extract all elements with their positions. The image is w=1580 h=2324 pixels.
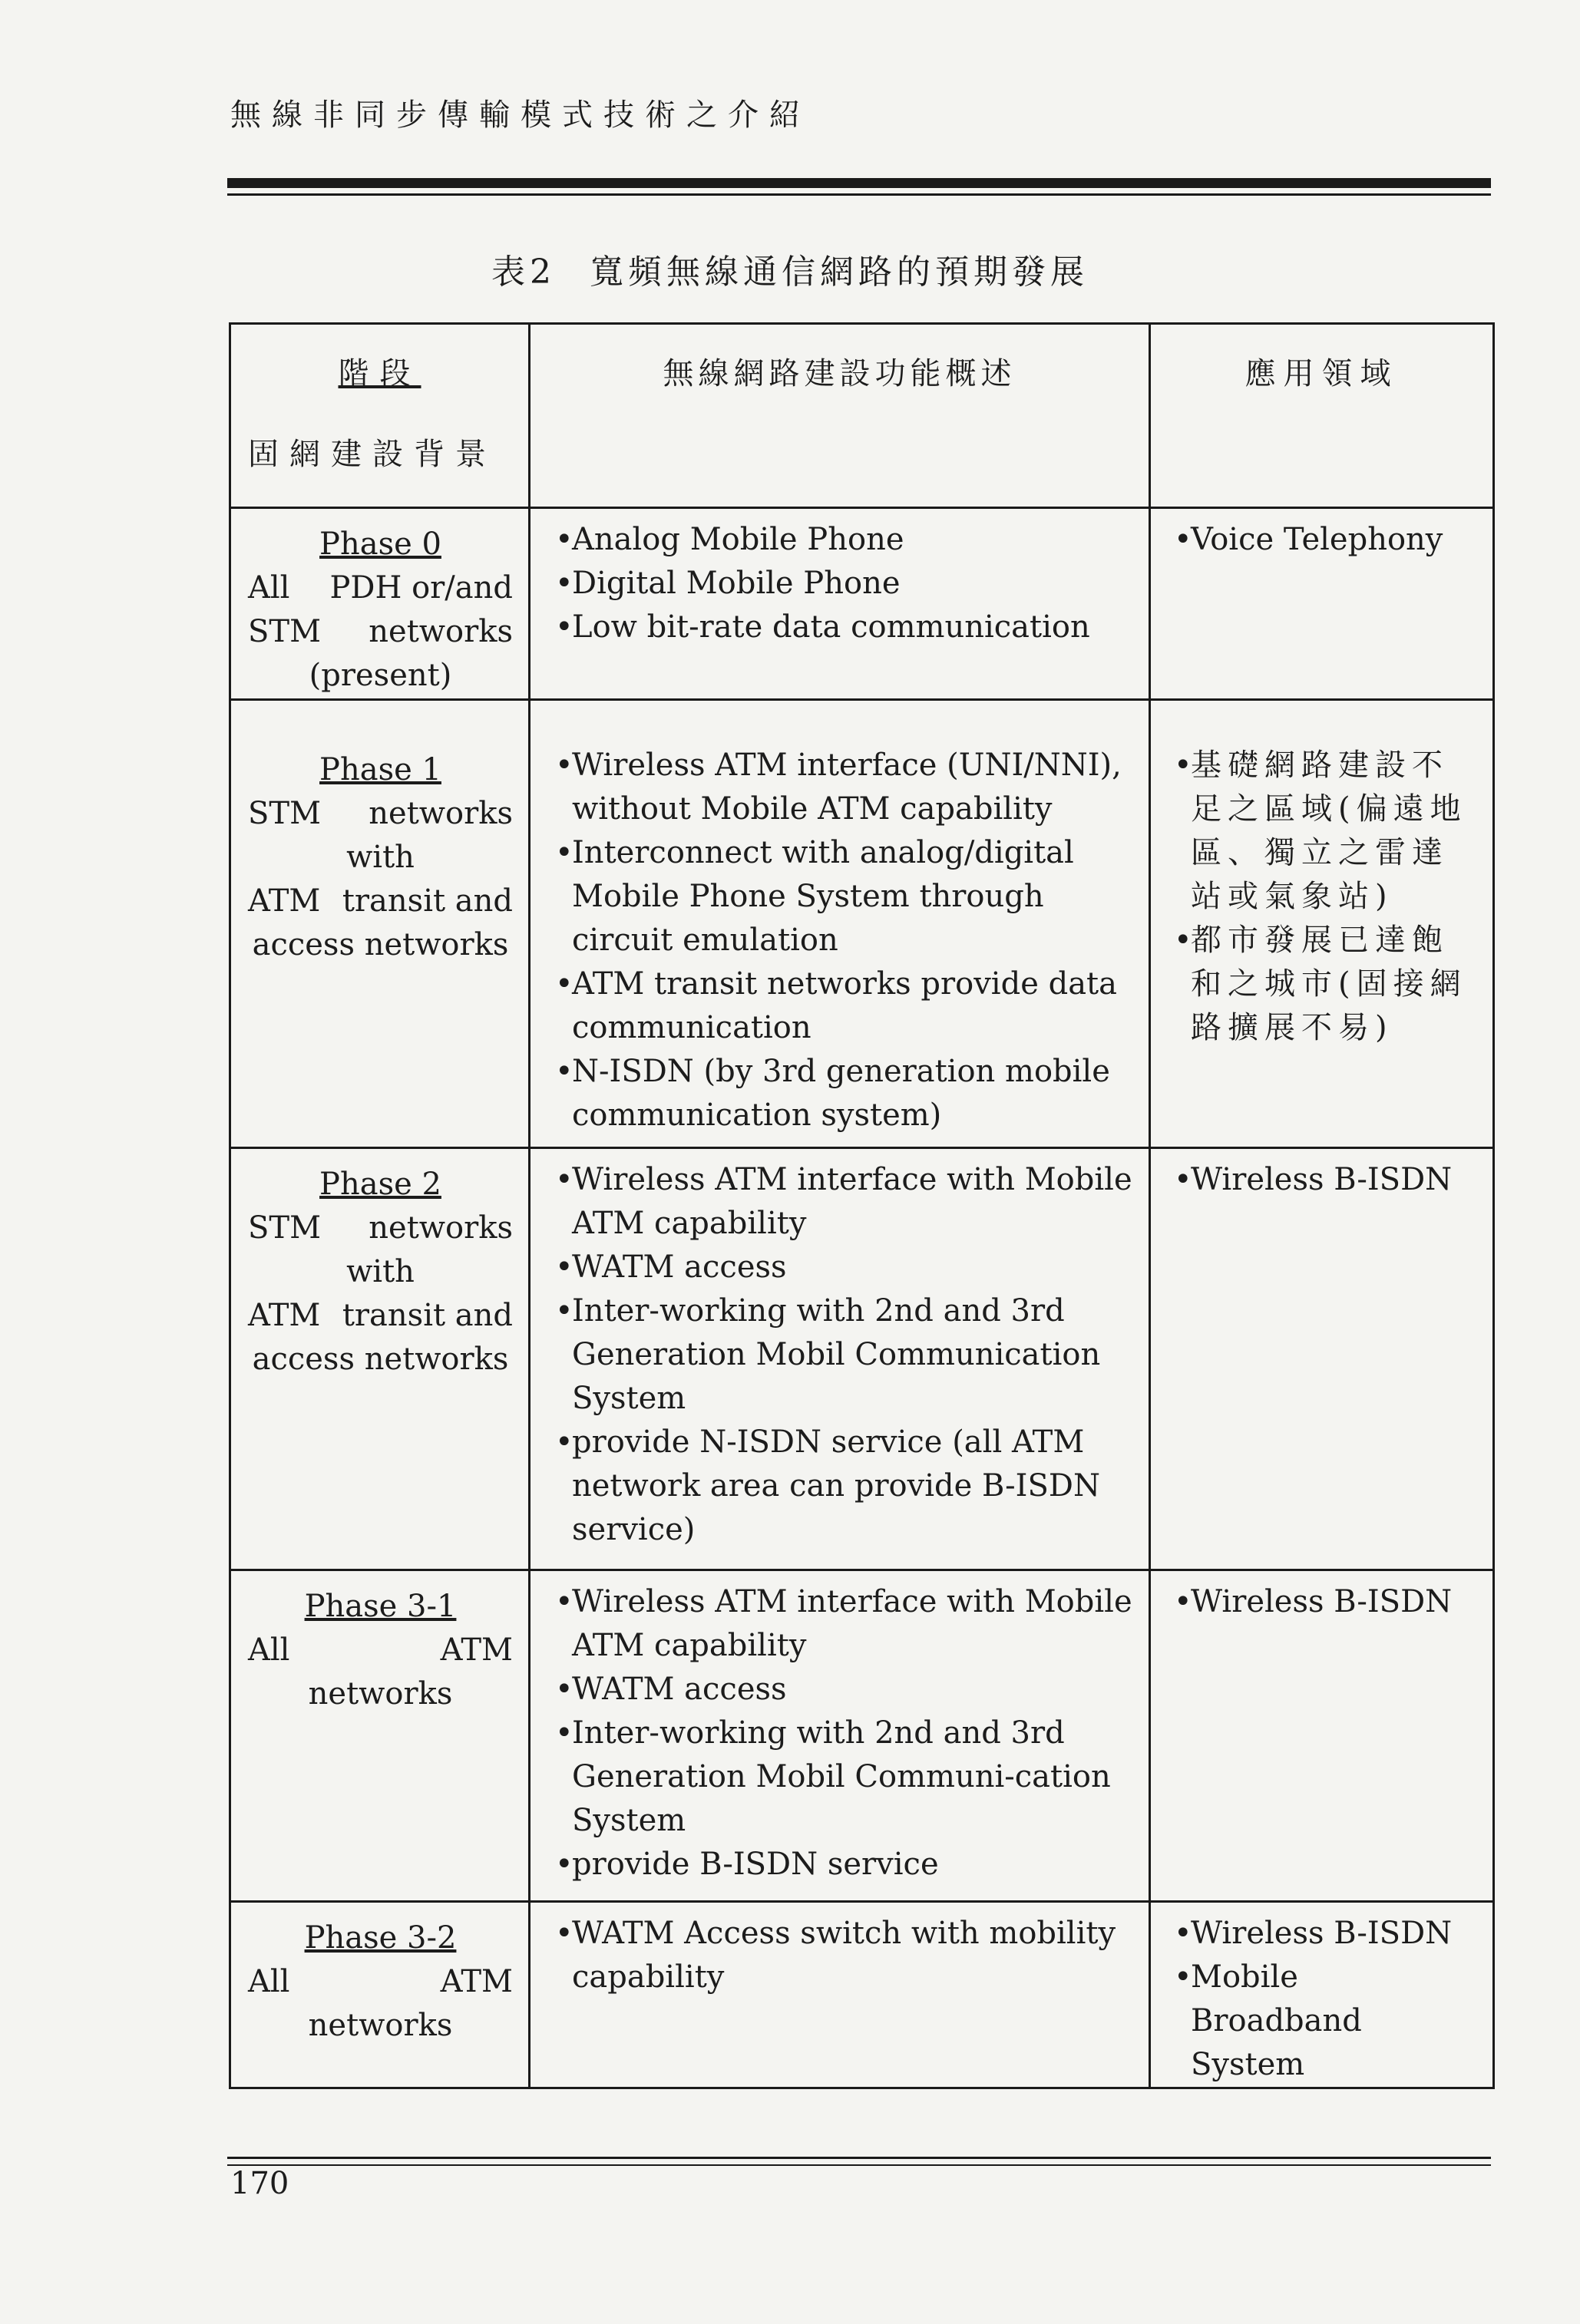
phase-text: All [248,1964,290,1999]
application-item: • Wireless B-ISDN [1174,1912,1477,1956]
header-features-label: 無線網路建設功能概述 [530,324,1150,508]
application-item: • Wireless B-ISDN [1174,1158,1477,1202]
application-item: • 基礎網路建設不足之區域(偏遠地區、獨立之雷達站或氣象站) [1174,744,1477,919]
table-row [230,700,1494,1148]
phase-text: networks [308,1676,453,1712]
phase-text: All [248,570,290,606]
table-caption [0,244,1580,293]
phase-text: access networks [252,927,509,962]
applications-cell [1150,1570,1494,1902]
phase-text: networks [369,796,513,831]
feature-item: • Wireless ATM interface with Mobile ATM capability [555,1158,1133,1246]
header-applications-label: 應用領域 [1150,324,1494,508]
page-number: 170 [230,2166,289,2201]
features-cell [530,508,1150,700]
phase-cell [230,1902,530,2088]
feature-item: • Wireless ATM interface (UNI/NNI), without Mobile ATM capability [555,744,1133,831]
phase-title: Phase 3-1 [304,1589,457,1624]
table-row [230,1148,1494,1570]
phase-cell [230,508,530,700]
phase-text: STM [248,1210,322,1246]
table-number: 表2 [491,253,556,292]
feature-item: • provide B-ISDN service [555,1843,1133,1887]
feature-item: • Inter-working with 2nd and 3rd Generation Mobil Communication System [555,1289,1133,1421]
development-table [229,322,1495,2089]
feature-item: • WATM access [555,1668,1133,1712]
feature-item: • Low bit-rate data communication [555,606,1133,649]
phase-text: ATM [440,1632,513,1668]
phase-text: access networks [252,1342,509,1377]
header-background-label: 固網建設背景 [248,437,497,472]
phase-text: networks [369,1210,513,1246]
phase-text: networks [369,614,513,649]
features-cell [530,1570,1150,1902]
features-cell [530,700,1150,1148]
header-rule-thick [227,178,1491,188]
phase-cell [230,700,530,1148]
footer-rule [227,2157,1491,2159]
feature-item: • N-ISDN (by 3rd generation mobile communication system) [555,1050,1133,1137]
phase-cell [230,1570,530,1902]
applications-cell [1150,1148,1494,1570]
table-header-row [230,324,1494,508]
feature-item: • Analog Mobile Phone [555,518,1133,562]
feature-item: • Interconnect with analog/digital Mobile Phone System through circuit emulation [555,831,1133,962]
phase-text: PDH or/and [329,570,513,606]
table-title: 寬頻無線通信網路的預期發展 [590,253,1089,292]
feature-item: • WATM Access switch with mobility capability [555,1912,1133,1999]
phase-text: transit and [342,1298,513,1333]
application-item: • Mobile Broadband System [1174,1956,1477,2087]
phase-text: networks [308,2008,453,2043]
feature-item: • ATM transit networks provide data communication [555,962,1133,1050]
application-item: • 都市發展已達飽和之城市(固接網路擴展不易) [1174,919,1477,1050]
header-rule-thin [227,193,1491,196]
features-cell [530,1902,1150,2088]
applications-cell [1150,1902,1494,2088]
phase-title: Phase 2 [319,1167,441,1202]
phase-text: All [248,1632,290,1668]
application-item: • Wireless B-ISDN [1174,1580,1477,1624]
header-cell-stage [230,324,530,508]
phase-text: ATM [440,1964,513,1999]
phase-text: with [346,840,415,875]
application-item: • Voice Telephony [1174,518,1477,562]
feature-item: • Wireless ATM interface with Mobile ATM capability [555,1580,1133,1668]
features-cell [530,1148,1150,1570]
applications-cell [1150,700,1494,1148]
phase-cell [230,1148,530,1570]
feature-item: • provide N-ISDN service (all ATM network area can provide B-ISDN service) [555,1421,1133,1552]
phase-title: Phase 0 [319,527,441,562]
header-stage-label: 階段 [338,356,421,391]
phase-text: STM [248,796,322,831]
table-row [230,1570,1494,1902]
phase-text: transit and [342,883,513,919]
feature-item: • Digital Mobile Phone [555,562,1133,606]
feature-item: • Inter-working with 2nd and 3rd Generation Mobil Communi-cation System [555,1712,1133,1843]
phase-text: (present) [309,658,452,693]
footer-rule-thin [227,2164,1491,2166]
table-row [230,1902,1494,2088]
feature-item: • WATM access [555,1246,1133,1289]
phase-text: with [346,1254,415,1289]
phase-title: Phase 1 [319,752,441,787]
table-row [230,508,1494,700]
phase-text: ATM [248,1298,321,1333]
phase-text: STM [248,614,322,649]
phase-title: Phase 3-2 [304,1920,457,1956]
running-head: 無線非同步傳輸模式技術之介紹 [230,97,811,133]
applications-cell [1150,508,1494,700]
phase-text: ATM [248,883,321,919]
